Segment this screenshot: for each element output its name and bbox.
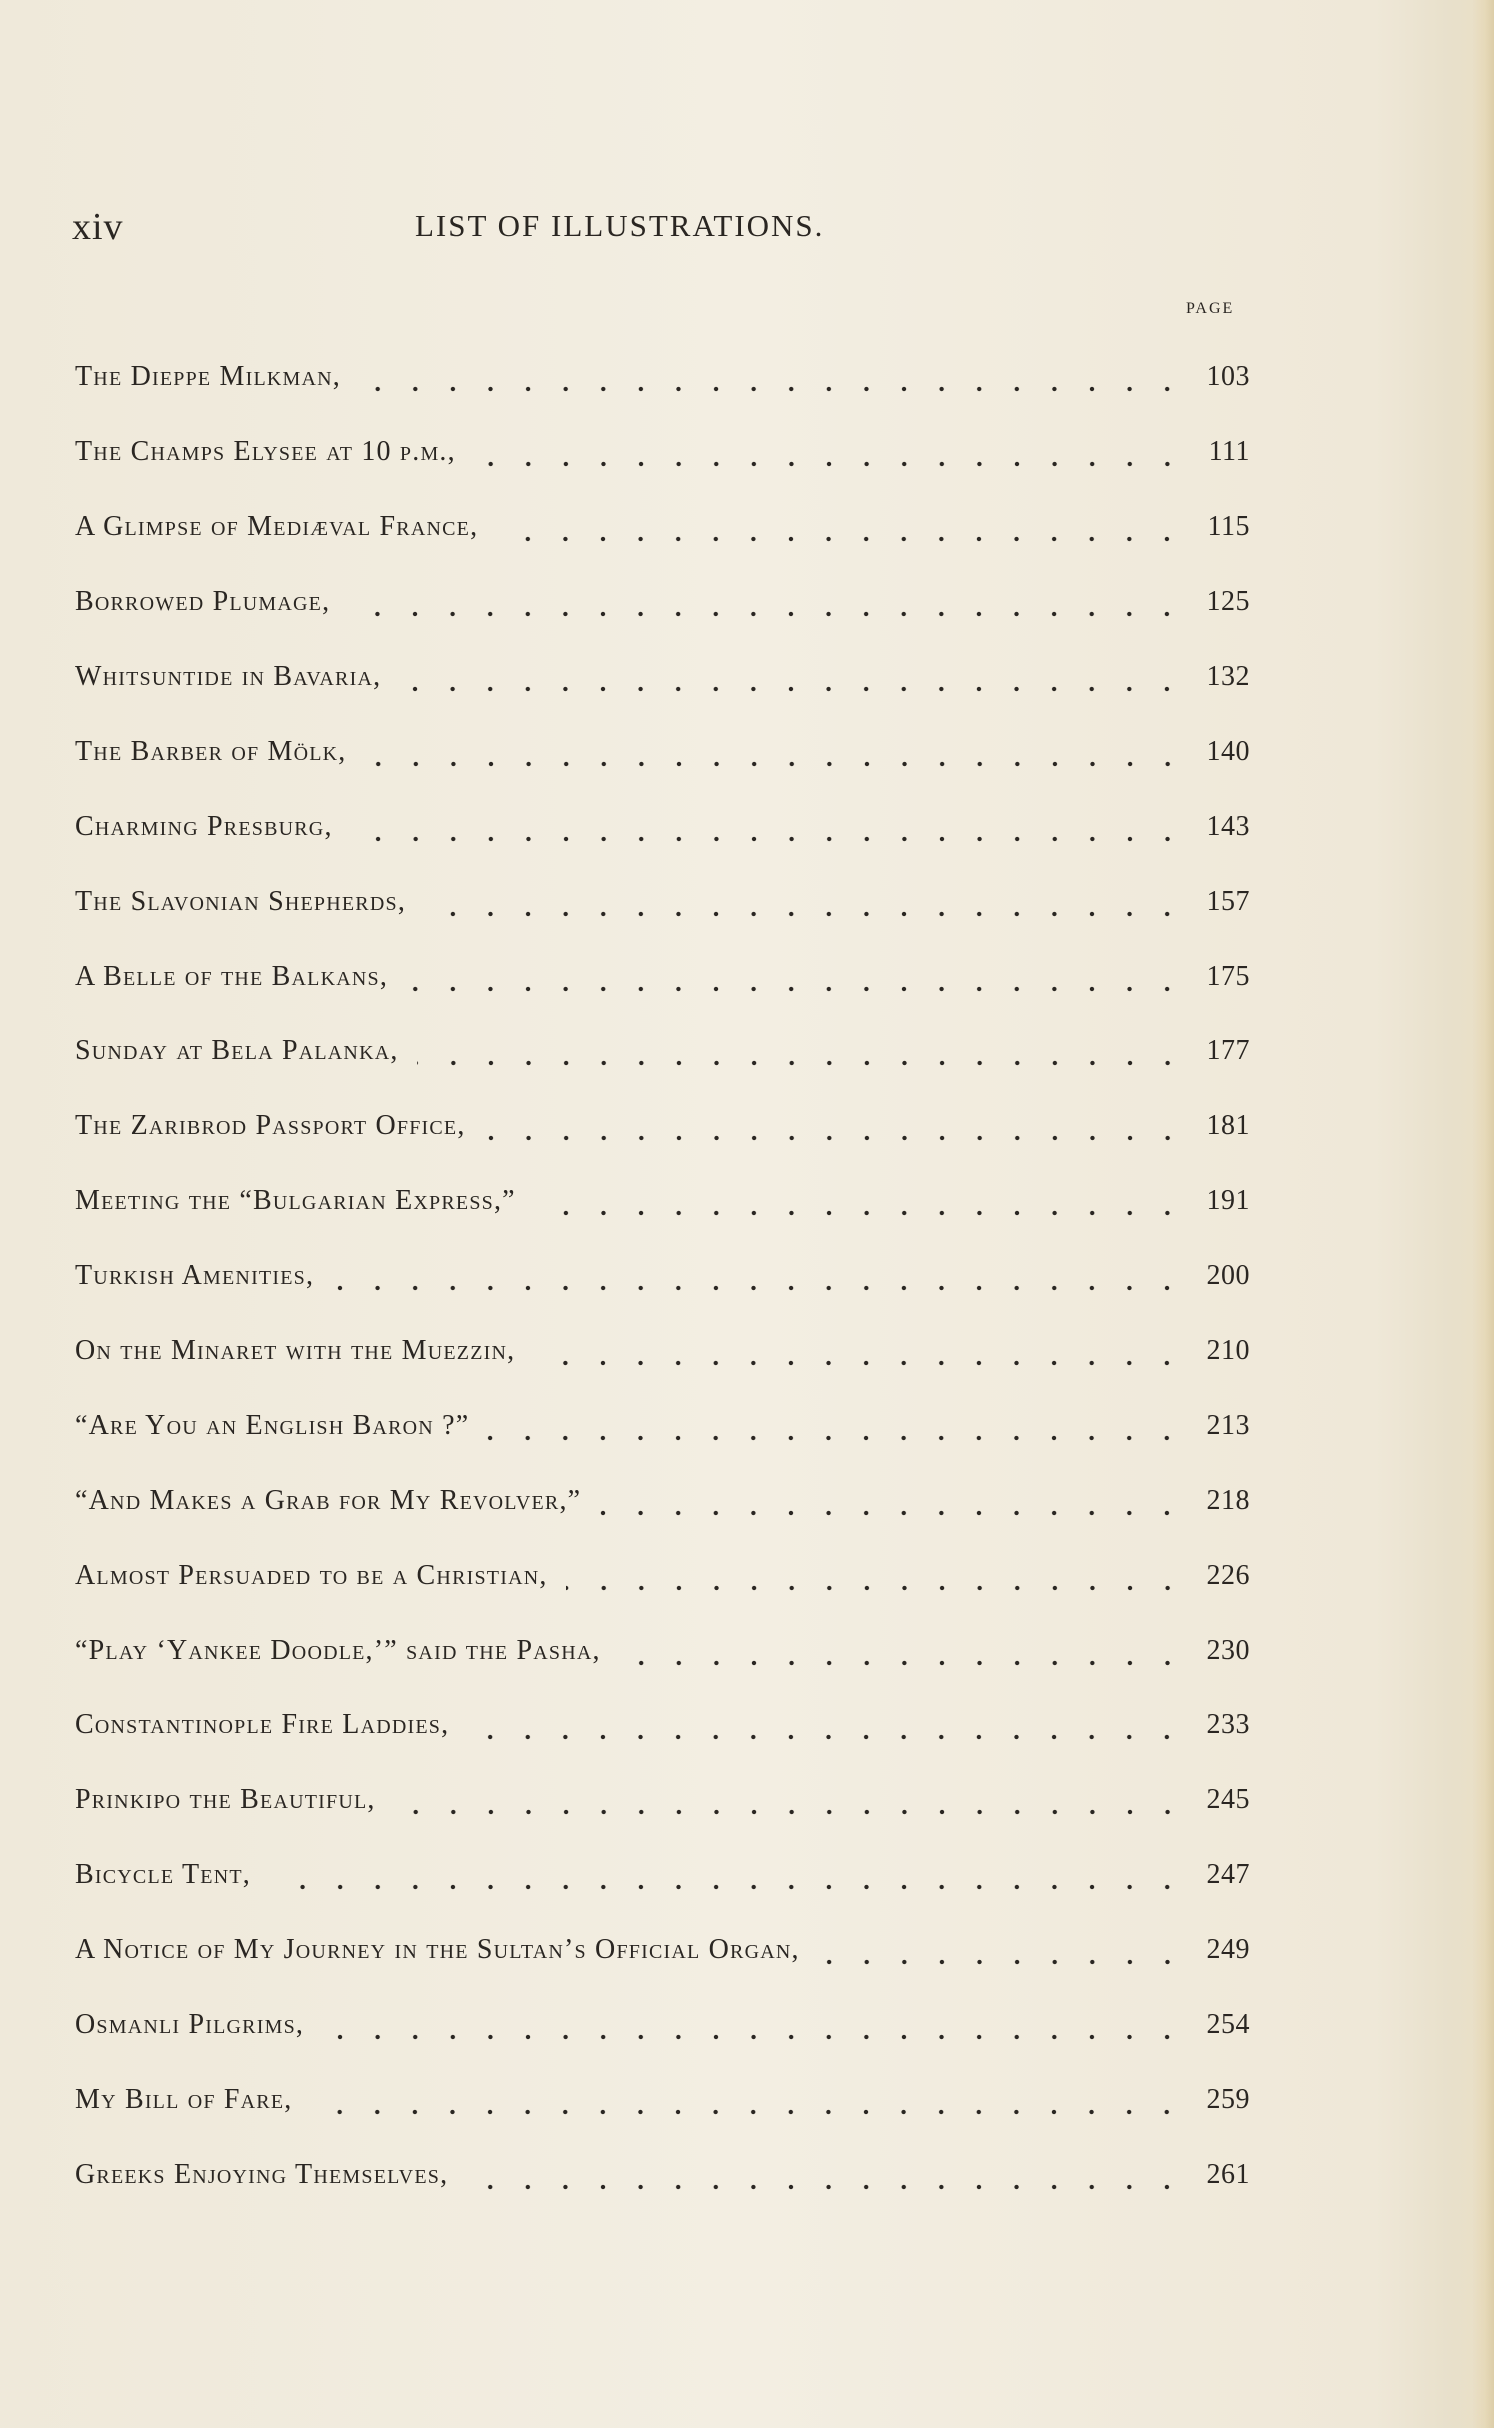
illustration-page: 259	[1206, 2083, 1250, 2115]
dot-leader	[487, 1415, 1186, 1443]
list-item	[75, 1988, 1250, 2063]
dot-leader	[348, 591, 1186, 619]
illustration-title: A Belle of the Balkans,	[75, 960, 389, 992]
illustration-page: 132	[1206, 661, 1250, 692]
list-item	[75, 714, 1250, 789]
list-item	[75, 2062, 1250, 2137]
illustration-title: My Bill of Fare,	[75, 2083, 293, 2115]
list-item	[75, 565, 1250, 640]
list-item	[75, 1613, 1250, 1688]
list-item	[75, 1239, 1250, 1314]
list-item	[75, 340, 1250, 415]
illustration-page: 213	[1206, 1409, 1250, 1441]
dot-leader	[322, 2014, 1186, 2042]
illustration-page: 181	[1206, 1110, 1250, 1142]
illustration-page: 191	[1206, 1185, 1250, 1217]
list-item	[75, 864, 1250, 939]
illustration-title: Borrowed Plumage,	[75, 586, 331, 618]
illustration-title: The Dieppe Milkman,	[75, 361, 342, 393]
illustration-page: 233	[1206, 1709, 1250, 1741]
dot-leader	[417, 1040, 1186, 1068]
list-item	[75, 1838, 1250, 1913]
illustration-page: 218	[1206, 1484, 1250, 1516]
dot-leader	[269, 1864, 1186, 1892]
illustration-title: Turkish Amenities,	[75, 1260, 315, 1292]
list-item	[75, 1089, 1250, 1164]
dot-leader	[566, 1565, 1186, 1593]
page-title: LIST OF ILLUSTRATIONS.	[415, 208, 825, 243]
list-item	[75, 1388, 1250, 1463]
illustration-title: The Barber of Mölk,	[75, 735, 347, 767]
dot-leader	[332, 1265, 1186, 1293]
dot-leader	[496, 516, 1186, 544]
illustration-title: Sunday at Bela Palanka,	[75, 1035, 399, 1067]
illustration-page: 261	[1206, 2158, 1250, 2190]
list-item	[75, 415, 1250, 490]
illustration-title: Greeks Enjoying Themselves,	[75, 2158, 449, 2190]
dot-leader	[619, 1640, 1186, 1668]
illustration-title: The Champs Elysee at 10 p.m.,	[75, 436, 456, 468]
illustration-page: 226	[1206, 1559, 1250, 1591]
illustration-title: The Slavonian Shepherds,	[75, 885, 407, 917]
dot-leader	[467, 1714, 1186, 1742]
dot-leader	[534, 1190, 1186, 1218]
dot-leader	[474, 441, 1186, 469]
illustration-page: 200	[1206, 1260, 1250, 1292]
illustration-title: “And Makes a Grab for My Revolver,”	[75, 1484, 582, 1516]
illustration-page: 230	[1206, 1634, 1250, 1666]
illustration-title: Charming Presburg,	[75, 810, 333, 842]
list-item	[75, 1688, 1250, 1763]
dot-leader	[365, 741, 1187, 769]
illustration-page: 245	[1206, 1784, 1250, 1816]
page-column-heading: PAGE	[1186, 300, 1235, 317]
illustration-title: Almost Persuaded to be a Christian,	[75, 1559, 548, 1591]
illustration-title: A Notice of My Journey in the Sultan’s Official Organ,	[75, 1934, 800, 1966]
dot-leader	[818, 1939, 1186, 1967]
illustration-title: Constantinople Fire Laddies,	[75, 1709, 450, 1741]
illustration-title: The Zaribrod Passport Office,	[75, 1110, 466, 1142]
list-item	[75, 490, 1250, 565]
list-item	[75, 939, 1250, 1014]
page-number: xiv	[72, 206, 124, 248]
illustration-page: 111	[1208, 436, 1250, 468]
illustration-page: 210	[1206, 1335, 1250, 1367]
illustration-page: 175	[1206, 960, 1250, 992]
list-item	[75, 1164, 1250, 1239]
illustration-page: 249	[1206, 1934, 1250, 1966]
illustration-title: “Play ‘Yankee Doodle,’” said the Pasha,	[75, 1634, 601, 1666]
running-header	[72, 205, 1252, 255]
illustration-title: Whitsuntide in Bavaria,	[75, 661, 382, 692]
list-item	[75, 640, 1250, 715]
list-item	[75, 1538, 1250, 1613]
illustration-page: 125	[1206, 586, 1250, 618]
illustration-title: On the Minaret with the Muezzin,	[75, 1335, 516, 1367]
dot-leader	[359, 366, 1186, 394]
illustration-page: 115	[1207, 511, 1250, 543]
illustration-page: 247	[1206, 1859, 1250, 1891]
list-item	[75, 1014, 1250, 1089]
dot-leader	[399, 666, 1186, 694]
dot-leader	[533, 1340, 1186, 1368]
illustration-page: 254	[1206, 2009, 1250, 2041]
list-item	[75, 1463, 1250, 1538]
list-item	[75, 789, 1250, 864]
page-edge	[1472, 0, 1494, 2428]
illustration-page: 140	[1206, 735, 1250, 767]
list-item	[75, 1314, 1250, 1389]
illustration-title: Prinkipo the Beautiful,	[75, 1784, 376, 1816]
illustration-page: 157	[1206, 885, 1250, 917]
dot-leader	[406, 966, 1186, 994]
dot-leader	[599, 1490, 1186, 1518]
illustration-list	[75, 340, 1250, 2212]
dot-leader	[394, 1789, 1186, 1817]
dot-leader	[351, 816, 1186, 844]
list-item	[75, 1913, 1250, 1988]
list-item	[75, 1763, 1250, 1838]
illustration-page: 143	[1206, 810, 1250, 842]
illustration-title: Meeting the “Bulgarian Express,”	[75, 1185, 516, 1217]
illustration-title: “Are You an English Baron ?”	[75, 1409, 470, 1441]
illustration-page: 103	[1206, 361, 1250, 393]
illustration-title: A Glimpse of Mediæval France,	[75, 511, 479, 543]
illustration-page: 177	[1206, 1035, 1250, 1067]
illustration-title: Osmanli Pilgrims,	[75, 2009, 305, 2041]
dot-leader	[310, 2089, 1186, 2117]
list-item	[75, 2137, 1250, 2212]
dot-leader	[466, 2164, 1186, 2192]
dot-leader	[424, 891, 1186, 919]
dot-leader	[484, 1115, 1186, 1143]
illustration-title: Bicycle Tent,	[75, 1859, 251, 1891]
